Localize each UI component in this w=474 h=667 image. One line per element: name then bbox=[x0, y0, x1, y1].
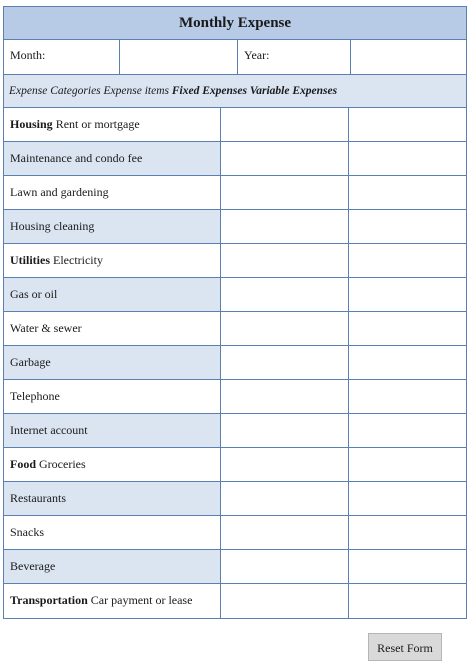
expense-category: Food bbox=[10, 457, 37, 471]
expense-row bbox=[4, 550, 466, 584]
expense-item: Snacks bbox=[10, 525, 44, 539]
fixed-expense-input[interactable] bbox=[221, 278, 349, 311]
expense-item: Maintenance and condo fee bbox=[10, 151, 143, 165]
month-label: Month: bbox=[4, 40, 120, 74]
variable-expense-input[interactable] bbox=[349, 584, 466, 618]
month-year-row bbox=[4, 40, 466, 75]
expense-row bbox=[4, 244, 466, 278]
variable-expense-input[interactable] bbox=[349, 516, 466, 549]
expense-row bbox=[4, 142, 466, 176]
header-variable: Variable Expenses bbox=[249, 85, 338, 97]
expense-item: Electricity bbox=[53, 253, 103, 267]
expense-item: Groceries bbox=[39, 457, 86, 471]
fixed-expense-input[interactable] bbox=[221, 448, 349, 481]
form-title: Monthly Expense bbox=[4, 7, 466, 40]
header-fixed: Fixed Expenses bbox=[171, 85, 247, 97]
expense-item: Restaurants bbox=[10, 491, 66, 505]
expense-item-label bbox=[4, 550, 221, 583]
expense-row bbox=[4, 210, 466, 244]
expense-row bbox=[4, 584, 466, 618]
variable-expense-input[interactable] bbox=[349, 142, 466, 175]
fixed-expense-input[interactable] bbox=[221, 550, 349, 583]
expense-item: Lawn and gardening bbox=[10, 185, 109, 199]
expense-item: Water & sewer bbox=[10, 321, 82, 335]
fixed-expense-input[interactable] bbox=[221, 516, 349, 549]
fixed-expense-input[interactable] bbox=[221, 108, 349, 141]
fixed-expense-input[interactable] bbox=[221, 482, 349, 515]
variable-expense-input[interactable] bbox=[349, 312, 466, 345]
expense-item-label bbox=[4, 312, 221, 345]
expense-row bbox=[4, 176, 466, 210]
expense-item-label bbox=[4, 516, 221, 549]
expense-category: Housing bbox=[10, 117, 53, 131]
expense-row bbox=[4, 278, 466, 312]
expense-item-label bbox=[4, 244, 221, 277]
header-categories: Expense Categories Expense items bbox=[9, 85, 169, 97]
expense-item: Garbage bbox=[10, 355, 51, 369]
expense-row bbox=[4, 380, 466, 414]
expense-rows bbox=[4, 108, 466, 618]
fixed-expense-input[interactable] bbox=[221, 244, 349, 277]
fixed-expense-input[interactable] bbox=[221, 176, 349, 209]
fixed-expense-input[interactable] bbox=[221, 346, 349, 379]
expense-item-label bbox=[4, 108, 221, 141]
expense-item: Internet account bbox=[10, 423, 88, 437]
variable-expense-input[interactable] bbox=[349, 482, 466, 515]
expense-category: Utilities bbox=[10, 253, 50, 267]
expense-item: Rent or mortgage bbox=[55, 117, 140, 131]
month-input[interactable] bbox=[120, 40, 238, 74]
variable-expense-input[interactable] bbox=[349, 108, 466, 141]
year-input[interactable] bbox=[351, 40, 466, 74]
variable-expense-input[interactable] bbox=[349, 448, 466, 481]
variable-expense-input[interactable] bbox=[349, 176, 466, 209]
variable-expense-input[interactable] bbox=[349, 346, 466, 379]
fixed-expense-input[interactable] bbox=[221, 312, 349, 345]
expense-item-label bbox=[4, 176, 221, 209]
expense-item: Gas or oil bbox=[10, 287, 58, 301]
fixed-expense-input[interactable] bbox=[221, 584, 349, 618]
expense-item-label bbox=[4, 448, 221, 481]
monthly-expense-form bbox=[3, 6, 467, 619]
variable-expense-input[interactable] bbox=[349, 550, 466, 583]
variable-expense-input[interactable] bbox=[349, 278, 466, 311]
fixed-expense-input[interactable] bbox=[221, 414, 349, 447]
expense-category: Transportation bbox=[10, 593, 88, 607]
expense-item-label bbox=[4, 584, 221, 618]
expense-item-label bbox=[4, 346, 221, 379]
fixed-expense-input[interactable] bbox=[221, 142, 349, 175]
expense-item-label bbox=[4, 142, 221, 175]
variable-expense-input[interactable] bbox=[349, 380, 466, 413]
category-header-row bbox=[4, 75, 466, 108]
expense-item: Telephone bbox=[10, 389, 60, 403]
expense-item-label bbox=[4, 278, 221, 311]
expense-row bbox=[4, 346, 466, 380]
expense-row bbox=[4, 516, 466, 550]
expense-row bbox=[4, 482, 466, 516]
expense-item-label bbox=[4, 210, 221, 243]
expense-item-label bbox=[4, 414, 221, 447]
fixed-expense-input[interactable] bbox=[221, 210, 349, 243]
fixed-expense-input[interactable] bbox=[221, 380, 349, 413]
expense-row bbox=[4, 414, 466, 448]
variable-expense-input[interactable] bbox=[349, 244, 466, 277]
year-label: Year: bbox=[238, 40, 351, 74]
reset-form-button[interactable]: Reset Form bbox=[368, 633, 442, 661]
expense-item: Car payment or lease bbox=[90, 593, 193, 607]
expense-item-label bbox=[4, 380, 221, 413]
variable-expense-input[interactable] bbox=[349, 414, 466, 447]
expense-row bbox=[4, 108, 466, 142]
expense-item: Housing cleaning bbox=[10, 219, 95, 233]
variable-expense-input[interactable] bbox=[349, 210, 466, 243]
expense-row bbox=[4, 312, 466, 346]
expense-row bbox=[4, 448, 466, 482]
expense-item-label bbox=[4, 482, 221, 515]
expense-item: Beverage bbox=[10, 559, 56, 573]
